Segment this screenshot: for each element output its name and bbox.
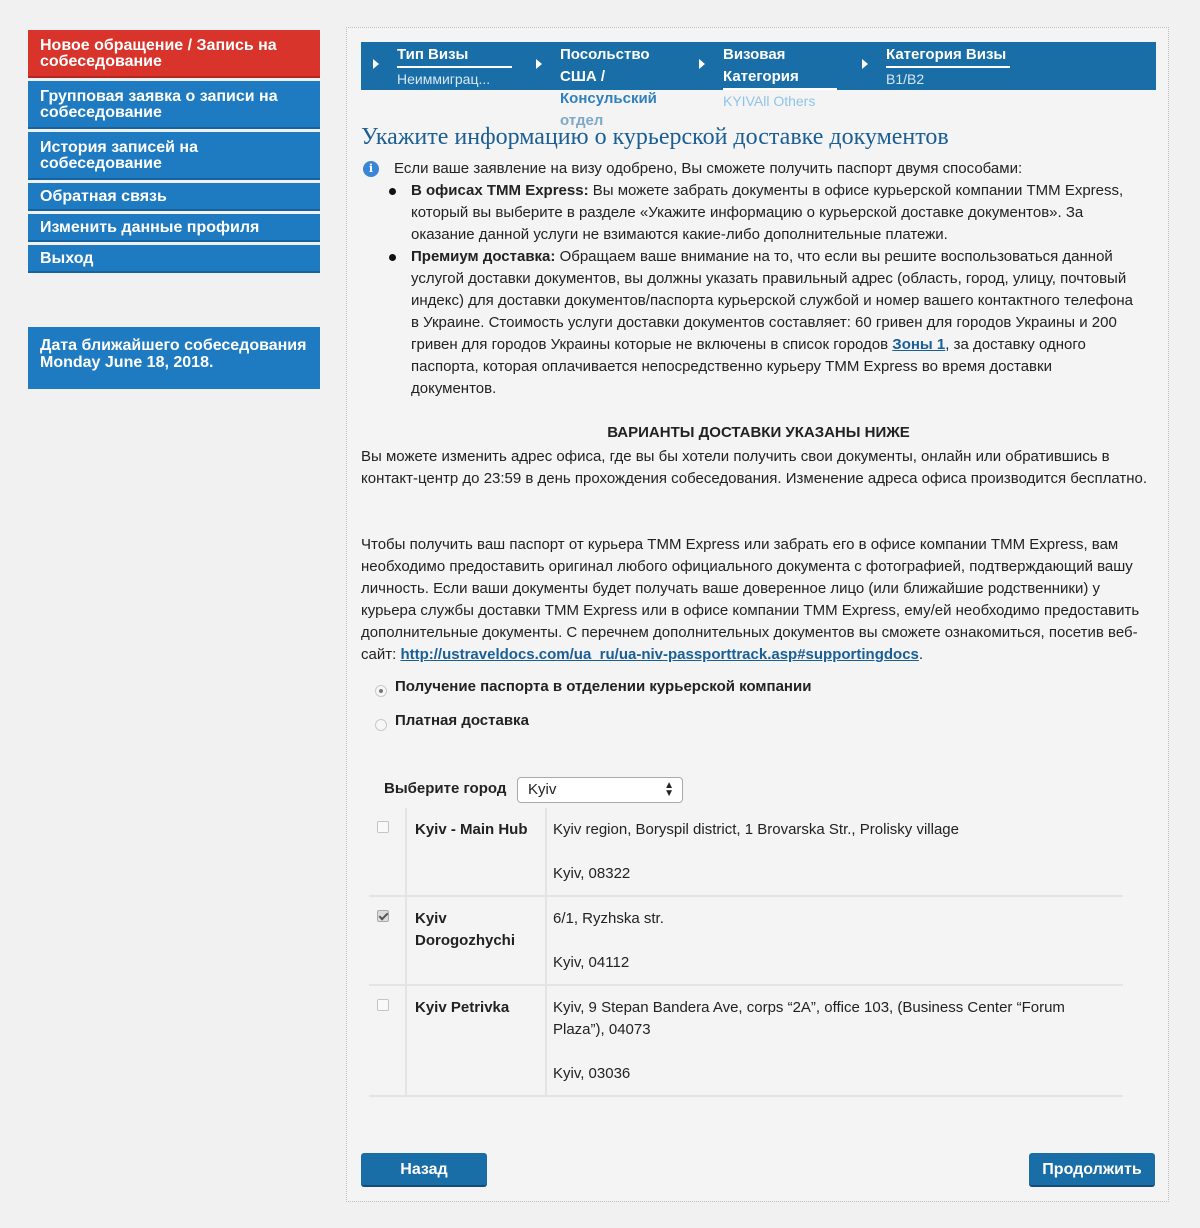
step-label: Посольство США /	[560, 46, 650, 85]
list-item	[411, 180, 1141, 246]
chevron-right-icon	[699, 59, 705, 69]
documents-text	[361, 534, 1156, 666]
office-change-text: Вы можете изменить адрес офиса, где вы бы хотели получить свои документы, онлайн или обратившись в контакт-центр до 23:59 в день прохождения собеседования. Изменение адреса офиса производится бесплатно.	[361, 448, 1148, 487]
sidebar-item-feedback[interactable]: Обратная связь	[28, 183, 320, 211]
interview-date-box: Дата ближайшего собеседования Monday June 18, 2018.	[28, 327, 320, 389]
sidebar-item-edit-profile[interactable]: Изменить данные профиля	[28, 214, 320, 242]
step-value: Неиммиграц...	[397, 71, 491, 87]
office-address: 6/1, Ryzhska str.	[553, 910, 664, 927]
chevron-right-icon	[862, 59, 868, 69]
office-name: Kyiv Petrivka	[406, 985, 546, 1096]
list-item	[411, 246, 1141, 400]
delivery-option-office[interactable]	[375, 678, 811, 695]
chevron-right-icon	[536, 59, 542, 69]
step-visa-class[interactable]	[850, 42, 1013, 90]
sidebar-nav	[28, 30, 320, 276]
step-value: Консульский	[560, 90, 657, 107]
section-heading: ВАРИАНТЫ ДОСТАВКИ УКАЗАНЫ НИЖЕ	[607, 424, 910, 441]
office-city: Kyiv, 03036	[553, 1065, 631, 1082]
city-select[interactable]	[517, 777, 683, 803]
office-city: Kyiv, 08322	[553, 865, 631, 882]
select-arrows-icon: ▲ ▼	[664, 780, 674, 799]
office-address: Kyiv region, Boryspil district, 1 Brovarska Str., Prolisky village	[553, 821, 959, 838]
step-visa-type[interactable]	[361, 42, 524, 90]
office-address: Kyiv, 9 Stepan Bandera Ave, corps “2A”, office 103, (Business Center “Forum Plaza”), 04073	[553, 999, 1065, 1038]
step-value-overflow: отдел	[560, 112, 604, 129]
bullet-text: Вы можете забрать документы в офисе курьерской компании TMM Express, который вы выберите в разделе «Укажите информацию о курьерской доставке документов». За оказание данной услуги не взимаются какие-либо дополнительные платежи.	[411, 182, 1124, 243]
radio-button[interactable]	[375, 685, 387, 697]
radio-button[interactable]	[375, 719, 387, 731]
bullet-text: , за доставку одного паспорта, которая оплачивается непосредственно курьеру TMM Express во время доставки документов.	[411, 336, 1086, 397]
offices-table	[369, 808, 1123, 1097]
city-select-value: Kyiv	[528, 781, 557, 798]
checkbox-cell	[369, 985, 406, 1096]
documents-text-end: .	[918, 646, 924, 663]
delivery-methods-list	[411, 180, 1141, 400]
radio-label: Платная доставка	[395, 712, 529, 729]
documents-text-body: Чтобы получить ваш паспорт от курьера TMM Express или забрать его в офисе компании TMM Express, вам необходимо предоставить оригинал любого официального документа с фотографией, подтверждающий вашу личность. Если ваши документы будет получать ваше доверенное лицо (или ближайшие родственники) у курьера службы доставки TMM Express или в офисе компании TMM Express, ему/ей необходимо предоставить дополнительные документы. С перечнем дополнительных документов вы сможете ознакомиться, посетив веб-сайт:	[361, 536, 1140, 663]
progress-steps	[361, 42, 1156, 129]
bullet-title: В офисах TMM Express:	[411, 182, 589, 199]
delivery-option-paid[interactable]	[375, 712, 529, 729]
office-name: Kyiv - Main Hub	[406, 808, 546, 896]
sidebar-item-logout[interactable]: Выход	[28, 245, 320, 273]
zone-1-link[interactable]: Зоны 1	[892, 336, 946, 353]
bullet-text: Обращаем ваше внимание на то, что если вы решите воспользоваться данной услугой доставки документов, вы должны указать правильный адрес (область, город, улицу, почтовый индекс) для доставки документов/паспорта курьерской службой и номер вашего контактного телефона в Украине. Стоимость услуги доставки документов составляет: 60 гривен для городов Украины и 200 гривен для городов Украины которые не включены в список городов	[411, 248, 1133, 353]
chevron-right-icon	[373, 59, 379, 69]
office-address-cell	[546, 985, 1123, 1096]
office-name: Kyiv Dorogozhychi	[406, 896, 546, 985]
step-label: Визовая Категория	[723, 44, 837, 90]
intro-text: Если ваше заявление на визу одобрено, Вы сможете получить паспорт двумя способами:	[394, 160, 1023, 177]
office-city: Kyiv, 04112	[553, 954, 630, 971]
table-row[interactable]	[369, 896, 1123, 985]
page-title: Укажите информацию о курьерской доставке документов	[361, 124, 949, 150]
office-address-cell	[546, 808, 1123, 896]
sidebar-item-history[interactable]: История записей на собеседование	[28, 132, 320, 180]
checkbox-cell	[369, 808, 406, 896]
step-label: Тип Визы	[397, 44, 512, 68]
main-panel	[346, 27, 1169, 1202]
office-checkbox[interactable]	[377, 999, 389, 1011]
step-value: KYIVAll Others	[723, 93, 816, 109]
radio-label: Получение паспорта в отделении курьерской компании	[395, 678, 812, 695]
step-label: Категория Визы	[886, 44, 1010, 68]
step-visa-category[interactable]	[687, 42, 850, 109]
step-embassy[interactable]	[524, 42, 687, 129]
city-select-label: Выберите город	[384, 780, 507, 797]
sidebar-item-new-request[interactable]: Новое обращение / Запись на собеседование	[28, 30, 320, 78]
bullet-title: Премиум доставка:	[411, 248, 556, 265]
sidebar-item-group-request[interactable]: Групповая заявка о записи на собеседование	[28, 81, 320, 129]
info-icon: i	[363, 161, 379, 177]
step-value: B1/B2	[886, 71, 925, 87]
table-row[interactable]	[369, 808, 1123, 896]
table-row[interactable]	[369, 985, 1123, 1096]
checkbox-cell	[369, 896, 406, 985]
office-checkbox[interactable]	[377, 910, 389, 922]
continue-button[interactable]: Продолжить	[1029, 1153, 1155, 1187]
office-checkbox[interactable]	[377, 821, 389, 833]
supporting-docs-link[interactable]: http://ustraveldocs.com/ua_ru/ua-niv-passporttrack.asp#supportingdocs	[400, 646, 919, 663]
office-address-cell	[546, 896, 1123, 985]
back-button[interactable]: Назад	[361, 1153, 487, 1187]
